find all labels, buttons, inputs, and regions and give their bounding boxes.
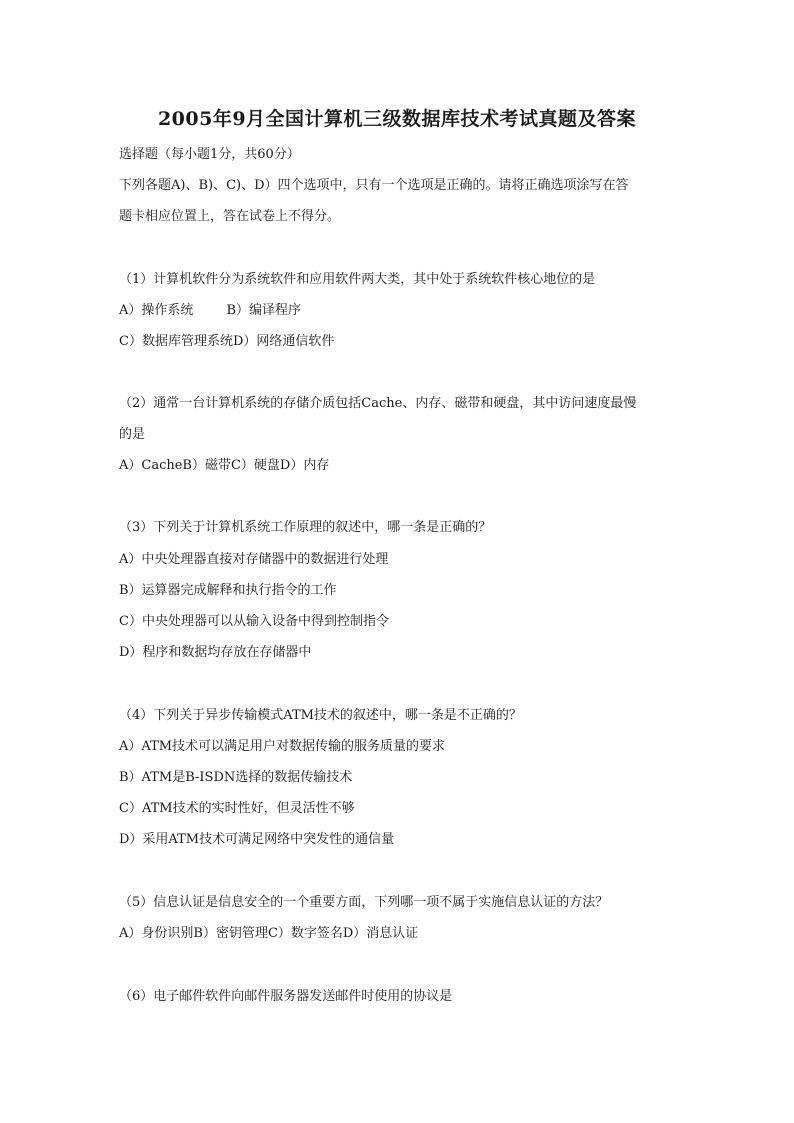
question-4-option: D）采用ATM技术可满足网络中突发性的通信量 — [119, 832, 395, 847]
instructions-line: 下列各题A)、B)、C)、D）四个选项中，只有一个选项是正确的。请将正确选项涂写在答 — [119, 178, 629, 193]
question-2-stem: 的是 — [119, 427, 146, 442]
question-4-stem: （4）下列关于异步传输模式ATM技术的叙述中，哪一条是不正确的？ — [119, 708, 522, 723]
question-3-option: C）中央处理器可以从输入设备中得到控制指令 — [119, 614, 389, 629]
question-3-option: A）中央处理器直接对存储器中的数据进行处理 — [119, 552, 389, 567]
question-1-stem: （1）计算机软件分为系统软件和应用软件两大类，其中处于系统软件核心地位的是 — [119, 272, 596, 287]
question-3-option: D）程序和数据均存放在存储器中 — [119, 645, 312, 660]
question-4-option: A）ATM技术可以满足用户对数据传输的服务质量的要求 — [119, 739, 446, 754]
question-5-option: A）身份识别B）密钥管理C）数字签名D）消息认证 — [119, 926, 419, 941]
question-3-option: B）运算器完成解释和执行指令的工作 — [119, 583, 337, 598]
question-1-option: C）数据库管理系统D）网络通信软件 — [119, 334, 335, 349]
question-4-option: B）ATM是B-ISDN选择的数据传输技术 — [119, 770, 353, 785]
question-5-stem: （5）信息认证是信息安全的一个重要方面，下列哪一项不属于实施信息认证的方法？ — [119, 895, 609, 910]
instructions-line: 题卡相应位置上，答在试卷上不得分。 — [119, 209, 341, 224]
question-4-option: C）ATM技术的实时性好，但灵活性不够 — [119, 801, 355, 816]
section-heading: 选择题（每小题1分，共60分） — [119, 147, 300, 162]
question-1-option: A）操作系统 B）编译程序 — [119, 303, 302, 318]
question-3-stem: （3）下列关于计算机系统工作原理的叙述中，哪一条是正确的？ — [119, 520, 492, 535]
question-2-stem: （2）通常一台计算机系统的存储介质包括Cache、内存、磁带和硬盘，其中访问速度最慢 — [119, 396, 637, 411]
question-2-option: A）CacheB）磁带C）硬盘D）内存 — [119, 458, 330, 473]
question-6-stem: （6）电子邮件软件向邮件服务器发送邮件时使用的协议是 — [119, 989, 453, 1004]
document-title: 2005年9月全国计算机三级数据库技术考试真题及答案 — [157, 108, 637, 130]
